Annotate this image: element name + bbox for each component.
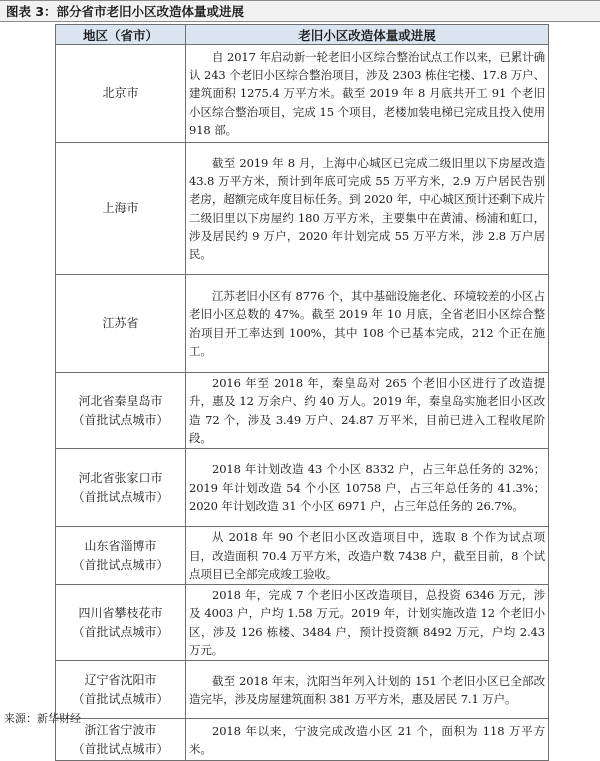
table-row xyxy=(56,661,549,719)
table-row xyxy=(56,45,549,143)
region-name: 河北省张家口市 xyxy=(78,470,163,485)
progress-cell: 自 2017 年启动新一轮老旧小区综合整治试点工作以来，已累计确认 243 个老旧小区综合整治项目，涉及 2303 栋住宅楼、17.8 万户、建筑面积 1275.4 万平方米。截至 2019 年 8 月底共开工 91 个老旧小区综合整治项目，完成 15 个项目，老楼加装电梯已完成且投入使用 918 部。 xyxy=(186,45,549,143)
region-cell xyxy=(56,373,186,449)
region-name: 四川省攀枝花市 xyxy=(78,605,163,620)
region-note: （首批试点城市） xyxy=(72,557,169,572)
region-note: （首批试点城市） xyxy=(72,489,169,504)
region-cell xyxy=(56,527,186,585)
progress-cell: 2018 年计划改造 43 个小区 8332 户，占三年总任务的 32%；2019 年计划改造 54 个小区 10758 户，占三年总任务的 41.3%；2020 年计划改造 31 个小区 6971 户，占三年总任务的 26.7%。 xyxy=(186,449,549,527)
progress-cell: 2016 年至 2018 年，秦皇岛对 265 个老旧小区进行了改造提升，惠及 12 万余户、约 40 万人。2019 年，秦皇岛实施老旧小区改造 72 个，涉及 3.49 万户、24.87 万平米，目前已进入工程收尾阶段。 xyxy=(186,373,549,449)
region-name: 上海市 xyxy=(102,201,139,215)
region-name: 河北省秦皇岛市 xyxy=(78,393,163,408)
region-name: 浙江省宁波市 xyxy=(84,722,157,737)
progress-cell: 截至 2018 年末，沈阳当年列入计划的 151 个老旧小区已全部改造完毕，涉及房屋建筑面积 381 万平方米，惠及居民 7.1 万户。 xyxy=(186,661,549,719)
region-name: 北京市 xyxy=(102,86,139,100)
table-row xyxy=(56,719,549,761)
figure-title: 图表 3：部分省市老旧小区改造体量或进展 xyxy=(0,0,600,22)
table-row xyxy=(56,527,549,585)
region-note: （首批试点城市） xyxy=(72,412,169,427)
table-row xyxy=(56,585,549,661)
table-row xyxy=(56,275,549,373)
progress-cell: 江苏老旧小区有 8776 个，其中基础设施老化、环境较差的小区占老旧小区总数的 47%。截至 2019 年 10 月底，全省老旧小区综合整治项目开工率达到 100%，其中 108 个已基本完成，212 个正在施工。 xyxy=(186,275,549,373)
region-cell xyxy=(56,45,186,143)
table-row xyxy=(56,143,549,275)
region-cell xyxy=(56,143,186,275)
region-cell xyxy=(56,585,186,661)
region-note: （首批试点城市） xyxy=(72,624,169,639)
region-name: 江苏省 xyxy=(102,316,139,330)
progress-cell: 从 2018 年 90 个老旧小区改造项目中，选取 8 个作为试点项目，改造面积 70.4 万平方米，改造户数 7438 户，截至目前，8 个试点项目已全部完成竣工验收。 xyxy=(186,527,549,585)
header-region: 地区（省市） xyxy=(56,25,186,45)
progress-cell: 截至 2019 年 8 月，上海中心城区已完成二级旧里以下房屋改造 43.8 万平方米，预计到年底可完成 55 万平方米，2.9 万户居民告别老房，超额完成年度目标任务。到 2020 年，中心城区预计还剩下成片二级旧里以下房屋约 180 万平方米，主要集中在黄浦、杨浦和虹口，涉及居民约 9 万户，2020 年计划完成 55 万平方米，涉 2.8 万户居民。 xyxy=(186,143,549,275)
progress-cell: 2018 年以来，宁波完成改造小区 21 个，面积为 118 万平方米。 xyxy=(186,719,549,761)
region-note: （首批试点城市） xyxy=(72,741,169,756)
header-progress: 老旧小区改造体量或进展 xyxy=(186,25,549,45)
region-cell xyxy=(56,449,186,527)
table-row xyxy=(56,449,549,527)
region-name: 辽宁省沈阳市 xyxy=(84,672,157,687)
region-note: （首批试点城市） xyxy=(72,691,169,706)
progress-cell: 2018 年，完成 7 个老旧小区改造项目，总投资 6346 万元，涉及 4003 户，户均 1.58 万元。2019 年，计划实施改造 12 个老旧小区，涉及 126 栋楼、3484 户，预计投资额 8492 万元，户均 2.43 万元。 xyxy=(186,585,549,661)
renovation-table xyxy=(55,24,549,761)
source-note: 来源：新华财经 xyxy=(4,712,81,725)
table-row xyxy=(56,373,549,449)
region-name: 山东省淄博市 xyxy=(84,538,157,553)
table-header-row xyxy=(56,25,549,45)
region-cell xyxy=(56,275,186,373)
